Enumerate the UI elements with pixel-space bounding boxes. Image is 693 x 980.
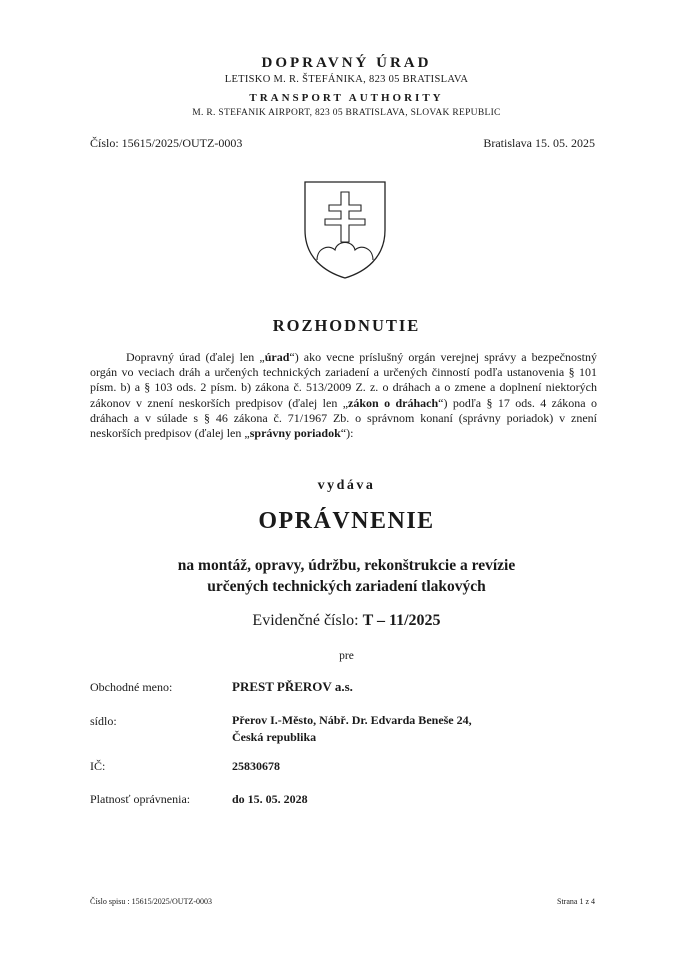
seat-line2: Česká republika [232,730,317,744]
authority-name-sk: DOPRAVNÝ ÚRAD [261,55,432,71]
ico-label: IČ: [90,759,106,773]
evidence-label: Evidenčné číslo: [252,612,363,629]
business-name-value: PREST PŘEROV a.s. [232,679,353,694]
permit-subject-line1: na montáž, opravy, údržbu, rekonštrukcie a revízie [177,557,516,574]
evidence-value: T – 11/2025 [362,612,441,629]
validity-value: do 15. 05. 2028 [232,792,308,806]
ico-value: 25830678 [232,759,280,773]
reference-line [90,136,595,151]
business-name-label: Obchodné meno: [90,680,173,694]
place-date: Bratislava 15. 05. 2025 [483,136,595,150]
evidence-number [0,612,693,630]
authority-address-en: M. R. STEFANIK AIRPORT, 823 05 BRATISLAVA, SLOVAK REPUBLIC [192,108,501,118]
decision-title: ROZHODNUTIE [272,316,421,335]
decision-body: Dopravný úrad (ďalej len „úrad“) ako vecne príslušný orgán verejnej správy a bezpečnostný orgán vo veciach dráh a určených technických zariadení a určených činností podľa ustanovenia § 101 písm. b) a § 103 ods. 2 písm. b) zákona č. 513/2009 Z. z. o dráhach a o zmene a doplnení niektorých zákonov v znení neskorších predpisov (ďalej len „zákon o dráhach“) podľa § 17 ods. 4 zákona o dráhach a v súlade s § 46 zákona č. 71/1967 Zb. o správnom konaní (správny poriadok) v znení neskorších predpisov (ďalej len „správny poriadok“): [90,350,598,441]
footer-page-number: Strana 1 z 4 [557,897,595,906]
authority-address-sk: LETISKO M. R. ŠTEFÁNIKA, 823 05 BRATISLAVA [224,74,469,85]
reference-number: Číslo: 15615/2025/OUTZ-0003 [90,136,243,150]
validity-label: Platnosť oprávnenia: [90,792,191,806]
issues-heading: vydáva [317,478,376,493]
permit-subject-line2: určených technických zariadení tlakových [207,578,486,595]
slovak-coat-of-arms-icon [303,180,387,280]
for-word: pre [339,650,354,662]
seat-line1: Přerov I.-Město, Nábř. Dr. Edvarda Beneše 24, [232,713,472,727]
seat-label: sídlo: [90,714,117,728]
permit-title: OPRÁVNENIE [258,508,435,534]
authority-name-en: TRANSPORT AUTHORITY [249,92,444,104]
footer-file-number: Číslo spisu : 15615/2025/OUTZ-0003 [90,897,213,906]
